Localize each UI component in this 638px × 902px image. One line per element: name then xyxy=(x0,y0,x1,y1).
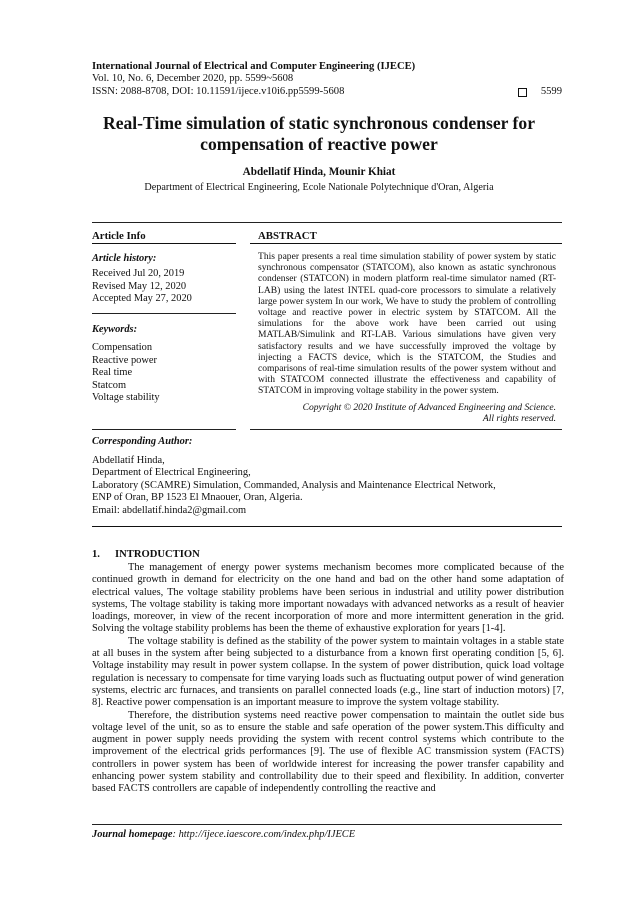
section-divider xyxy=(92,526,562,527)
section-heading: 1. INTRODUCTION xyxy=(92,549,200,560)
abstract-heading: ABSTRACT xyxy=(258,230,317,242)
journal-name: International Journal of Electrical and Computer Engineering (IJECE) xyxy=(92,61,416,72)
list-item: Statcom xyxy=(92,379,127,391)
abstract-text: This paper presents a real time simulation stability of power system by static synchronous compensator (STATCOM), also known as astatic synchronous condenser (STATCON) in modern platform real-time simulator named (RT-LAB) using the latest INTEL quad-core processors to simulate a relatively large power system In our work, We have to study the problem of controlling voltage and reactive power in electric system by STATCOM. All the simulations for the above work have been carried out using MATLAB/Simulink and RT-LAB. Various simulations have given very satisfactory results and we have successfully improved the voltage by injecting a FACTS device, which is the STATCOM, the Studies and comparisons of real-time simulation results of the power system without and with STATCOM connected illustrate the effectiveness and capability of STATCOM in improving voltage stability in the power system. xyxy=(258,251,556,397)
paper-title: Real-Time simulation of static synchronous condenser for compensation of reactive power xyxy=(102,113,536,154)
list-item: Real time xyxy=(92,367,133,379)
top-divider xyxy=(92,222,562,223)
list-item: Received Jul 20, 2019 xyxy=(92,268,185,279)
journal-homepage: Journal homepage: http://ijece.iaescore.com/index.php/IJECE xyxy=(92,829,356,840)
paragraph: Therefore, the distribution systems need reactive power compensation to maintain the outlet side bus voltage level of the unit, so as to ensure the stable and safe operation of the power system.This difficulty and augment in power supply needs providing the system with recent control systems which contribute to the improvement of the electrical grids performances [9]. The use of flexible AC transmission system (FACTS) controllers in power system has been of worldwide interest for increasing the power transfer capability and enhancing power system stability and controllability due to their speed and flexibility. In addition, converter based FACTS controllers are capable of independently controlling the reactive and xyxy=(92,709,564,795)
corresponding-author: Abdellatif Hinda, Department of Electrical Engineering, Laboratory (SCAMRE) Simulation, Commanded, Analysis and Maintenance Electrical Network, ENP of Oran, BP 1523 El Mnaouer, Oran, Algeria. Email: abdellatif.hinda2@gmail.com xyxy=(92,455,496,516)
volume-line: Vol. 10, No. 6, December 2020, pp. 5599~5608 xyxy=(92,73,294,85)
list-item: Accepted May 27, 2020 xyxy=(92,293,192,305)
corresponding-heading: Corresponding Author: xyxy=(92,436,193,447)
paragraph: The voltage stability is defined as the stability of the power system to maintain voltages in a stable state at all buses in the system after being subjected to a disturbance from a known first operating condition [5, 6]. Voltage instability may result in power system collapse. In the system of power distribution, quick load voltage regulation is necessary to compensate for time varying loads such as fluctuating output power of wind generation systems, electric arc furnaces, and transients on parallel connected loads (e.g., line start of induction motors) [7, 8]. Reactive power compensation is an important measure to improve the system voltage stability. xyxy=(92,635,564,709)
history-rule xyxy=(92,313,236,314)
list-item: Voltage stability xyxy=(92,392,160,404)
abstract-rule xyxy=(250,243,562,244)
keywords-list xyxy=(92,342,160,405)
list-item: Reactive power xyxy=(92,354,157,366)
list-item: Revised May 12, 2020 xyxy=(92,280,187,292)
page-number: 5599 xyxy=(540,85,562,97)
history-heading: Article history: xyxy=(92,253,157,264)
authors: Abdellatif Hinda, Mounir Khiat xyxy=(242,166,396,178)
keywords-heading: Keywords: xyxy=(92,324,138,335)
issn-line: ISSN: 2088-8708, DOI: 10.11591/ijece.v10i6.pp5599-5608 xyxy=(92,85,345,97)
history-list xyxy=(92,268,192,306)
affiliation: Department of Electrical Engineering, Ecole Nationale Polytechnique d'Oran, Algeria xyxy=(144,182,494,193)
square-bullet-icon xyxy=(518,88,527,97)
article-info-rule xyxy=(92,243,236,244)
copyright: Copyright © 2020 Institute of Advanced Engineering and Science. All rights reserved. xyxy=(302,402,556,425)
paragraph: The management of energy power systems mechanism becomes more complicated because of the continued growth in demand for electricity on the one hand and bad on the other hand some adaptation of electrical values, The voltage stability problems have been serious in industrial and utility power distribution systems, The voltage stability is taking more important nowadays with advanced networks as a result of heavier loadings, moreover, in view of the recent incorporation of more and more intermittent generation in the grid. Solving the voltage stability problems has been the theme of exhaustive exploration for years [1-4]. xyxy=(92,562,564,635)
abstract-bottom-rule xyxy=(250,429,562,430)
article-info-heading: Article Info xyxy=(92,230,146,242)
body-text xyxy=(92,562,564,796)
info-bottom-rule xyxy=(92,429,236,430)
homepage-link[interactable]: : http://ijece.iaescore.com/index.php/IJECE xyxy=(172,829,356,840)
running-header xyxy=(92,61,562,98)
list-item: Compensation xyxy=(92,342,153,353)
footer-divider xyxy=(92,824,562,825)
